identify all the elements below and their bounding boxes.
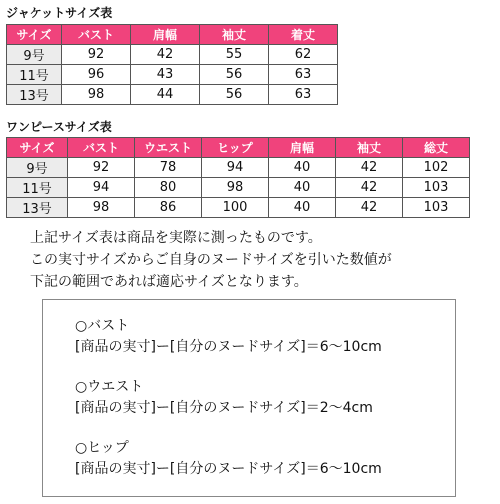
size-cell: 13号 [7, 198, 68, 218]
table-cell: 98 [68, 198, 135, 218]
table-cell: 96 [62, 65, 131, 85]
table-cell: 92 [68, 158, 135, 178]
table-header-row [7, 138, 470, 158]
table-cell: 86 [135, 198, 202, 218]
column-header: 袖丈 [200, 25, 269, 45]
column-header: 総丈 [403, 138, 470, 158]
table-cell: 40 [269, 158, 336, 178]
table-cell: 62 [269, 45, 338, 65]
table-row [7, 178, 470, 198]
column-header: ウエスト [135, 138, 202, 158]
column-header: ヒップ [202, 138, 269, 158]
column-header: 着丈 [269, 25, 338, 45]
table-cell: 103 [403, 198, 470, 218]
table-header-row [7, 25, 338, 45]
table-cell: 55 [200, 45, 269, 65]
size-cell: 9号 [7, 45, 62, 65]
table-cell: 42 [131, 45, 200, 65]
table-cell: 43 [131, 65, 200, 85]
size-cell: 13号 [7, 85, 62, 105]
table-row [7, 85, 338, 105]
table-cell: 78 [135, 158, 202, 178]
table-cell: 42 [336, 178, 403, 198]
table-cell: 98 [62, 85, 131, 105]
guide-formula: [商品の実寸]ー[自分のヌードサイズ]＝2～4cm [75, 400, 373, 416]
note-line: この実寸サイズからご自身のヌードサイズを引いた数値が [30, 252, 392, 268]
table-row [7, 65, 338, 85]
guide-label: ○ヒップ [75, 440, 129, 456]
table-cell: 63 [269, 65, 338, 85]
jacket-size-title: ジャケットサイズ表 [6, 6, 113, 20]
table-cell: 80 [135, 178, 202, 198]
column-header: バスト [62, 25, 131, 45]
table-cell: 42 [336, 198, 403, 218]
jacket-size-table [6, 24, 338, 105]
guide-formula: [商品の実寸]ー[自分のヌードサイズ]＝6～10cm [75, 461, 382, 477]
table-cell: 94 [68, 178, 135, 198]
size-note [30, 227, 392, 293]
table-cell: 40 [269, 178, 336, 198]
table-row [7, 45, 338, 65]
table-cell: 92 [62, 45, 131, 65]
size-cell: 11号 [7, 178, 68, 198]
guide-item-hip [75, 438, 382, 480]
guide-label: ○ウエスト [75, 379, 144, 395]
onepiece-size-table [6, 137, 470, 218]
table-cell: 63 [269, 85, 338, 105]
table-cell: 98 [202, 178, 269, 198]
table-cell: 44 [131, 85, 200, 105]
table-cell: 40 [269, 198, 336, 218]
table-cell: 94 [202, 158, 269, 178]
table-cell: 56 [200, 65, 269, 85]
guide-item-bust [75, 316, 382, 358]
column-header: 肩幅 [131, 25, 200, 45]
column-header: バスト [68, 138, 135, 158]
table-cell: 102 [403, 158, 470, 178]
table-row [7, 158, 470, 178]
note-line: 下記の範囲であれば適応サイズとなります。 [30, 274, 308, 290]
column-header: サイズ [7, 25, 62, 45]
column-header: 袖丈 [336, 138, 403, 158]
guide-formula: [商品の実寸]ー[自分のヌードサイズ]＝6～10cm [75, 339, 382, 355]
table-row [7, 198, 470, 218]
column-header: 肩幅 [269, 138, 336, 158]
table-cell: 103 [403, 178, 470, 198]
guide-label: ○バスト [75, 318, 130, 334]
onepiece-size-title: ワンピースサイズ表 [6, 120, 112, 134]
size-cell: 9号 [7, 158, 68, 178]
table-cell: 42 [336, 158, 403, 178]
fit-guide-box [42, 299, 456, 497]
table-cell: 100 [202, 198, 269, 218]
note-line: 上記サイズ表は商品を実際に測ったものです。 [30, 230, 322, 246]
table-cell: 56 [200, 85, 269, 105]
guide-item-waist [75, 377, 373, 419]
column-header: サイズ [7, 138, 68, 158]
size-cell: 11号 [7, 65, 62, 85]
